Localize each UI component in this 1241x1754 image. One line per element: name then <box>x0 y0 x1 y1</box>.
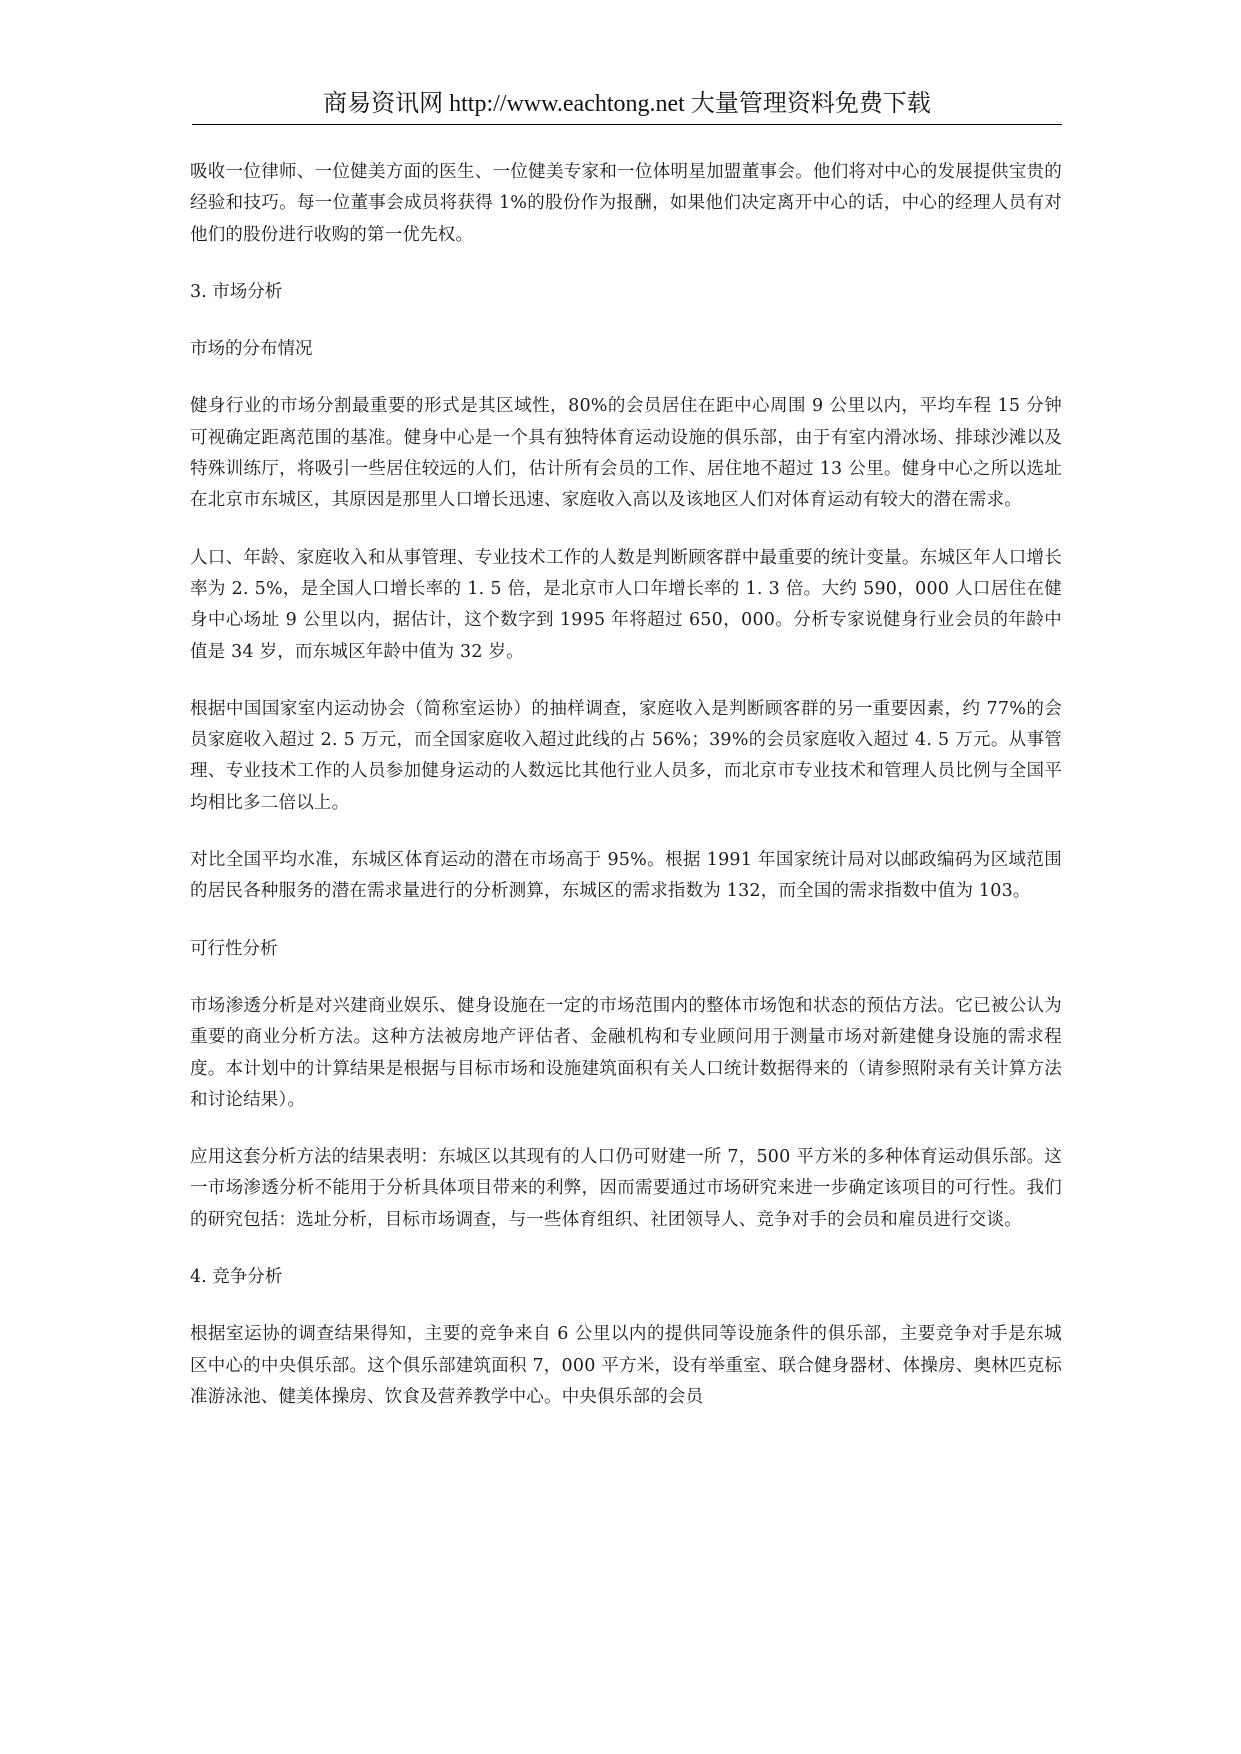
header-divider <box>192 124 1062 125</box>
page-header: 商易资讯网 http://www.eachtong.net 大量管理资料免费下载 <box>323 91 931 117</box>
subheading-market-distribution: 市场的分布情况 <box>190 339 313 360</box>
paragraph-household-income: 根据中国国家室内运动协会（简称室运协）的抽样调查，家庭收入是判断顾客群的另一重要因素，约 77%的会员家庭收入超过 2. 5 万元，而全国家庭收入超过此线的占 56%；39%的会员家庭收入超过 4. 5 万元。从事管理、专业技术工作的人员参加健身运动的人数远比其他行业人员多，而北京市专业技术和管理人员比例与全国平均相比多二倍以上。 <box>190 698 1062 813</box>
document-body <box>190 157 1062 1439</box>
paragraph-competitors: 根据室运协的调查结果得知，主要的竞争来自 6 公里以内的提供同等设施条件的俱乐部，主要竞争对手是东城区中心的中央俱乐部。这个俱乐部建筑面积 7，000 平方米，设有举重室、联合健身器材、体操房、奥林匹克标准游泳池、健美体操房、饮食及营养教学中心。中央俱乐部的会员 <box>190 1324 1062 1407</box>
paragraph-market-penetration: 市场渗透分析是对兴建商业娱乐、健身设施在一定的市场范围内的整体市场饱和状态的预估方法。它已被公认为重要的商业分析方法。这种方法被房地产评估者、金融机构和专业顾问用于测量市场对新建健身设施的需求程度。本计划中的计算结果是根据与目标市场和设施建筑面积有关人口统计数据得来的（请参照附录有关计算方法和讨论结果）。 <box>190 995 1062 1110</box>
paragraph-population-statistics: 人口、年龄、家庭收入和从事管理、专业技术工作的人数是判断顾客群中最重要的统计变量。东城区年人口增长率为 2. 5%，是全国人口增长率的 1. 5 倍，是北京市人口年增长率的 1. 3 倍。大约 590，000 人口居住在健身中心场址 9 公里以内，据估计，这个数字到 1995 年将超过 650，000。分析专家说健身行业会员的年龄中值是 34 岁，而东城区年龄中值为 32 岁。 <box>190 547 1062 662</box>
section-heading-market-analysis: 3. 市场分析 <box>190 281 283 302</box>
subheading-feasibility-analysis: 可行性分析 <box>190 938 278 959</box>
paragraph-board-members: 吸收一位律师、一位健美方面的医生、一位健美专家和一位体明星加盟董事会。他们将对中心的发展提供宝贵的经验和技巧。每一位董事会成员将获得 1%的股份作为报酬，如果他们决定离开中心的话，中心的经理人员有对他们的股份进行收购的第一优先权。 <box>190 162 1062 245</box>
paragraph-demand-index: 对比全国平均水准，东城区体育运动的潜在市场高于 95%。根据 1991 年国家统计局对以邮政编码为区域范围的居民各种服务的潜在需求量进行的分析测算，东城区的需求指数为 132，而全国的需求指数中值为 103。 <box>190 850 1062 902</box>
paragraph-regional-market: 健身行业的市场分割最重要的形式是其区域性，80%的会员居住在距中心周围 9 公里以内，平均车程 15 分钟可视确定距离范围的基准。健身中心是一个具有独特体育运动设施的俱乐部，由于有室内滑冰场、排球沙滩以及特殊训练厅，将吸引一些居住较远的人们，估计所有会员的工作、居住地不超过 13 公里。健身中心之所以选址在北京市东城区，其原因是那里人口增长迅速、家庭收入高以及该地区人们对体育运动有较大的潜在需求。 <box>190 396 1062 511</box>
paragraph-analysis-results: 应用这套分析方法的结果表明：东城区以其现有的人口仍可财建一所 7，500 平方米的多种体育运动俱乐部。这一市场渗透分析不能用于分析具体项目带来的利弊，因而需要通过市场研究来进一步确定该项目的可行性。我们的研究包括：选址分析，目标市场调查，与一些体育组织、社团领导人、竞争对手的会员和雇员进行交谈。 <box>190 1147 1062 1230</box>
section-heading-competition-analysis: 4. 竞争分析 <box>190 1267 283 1288</box>
